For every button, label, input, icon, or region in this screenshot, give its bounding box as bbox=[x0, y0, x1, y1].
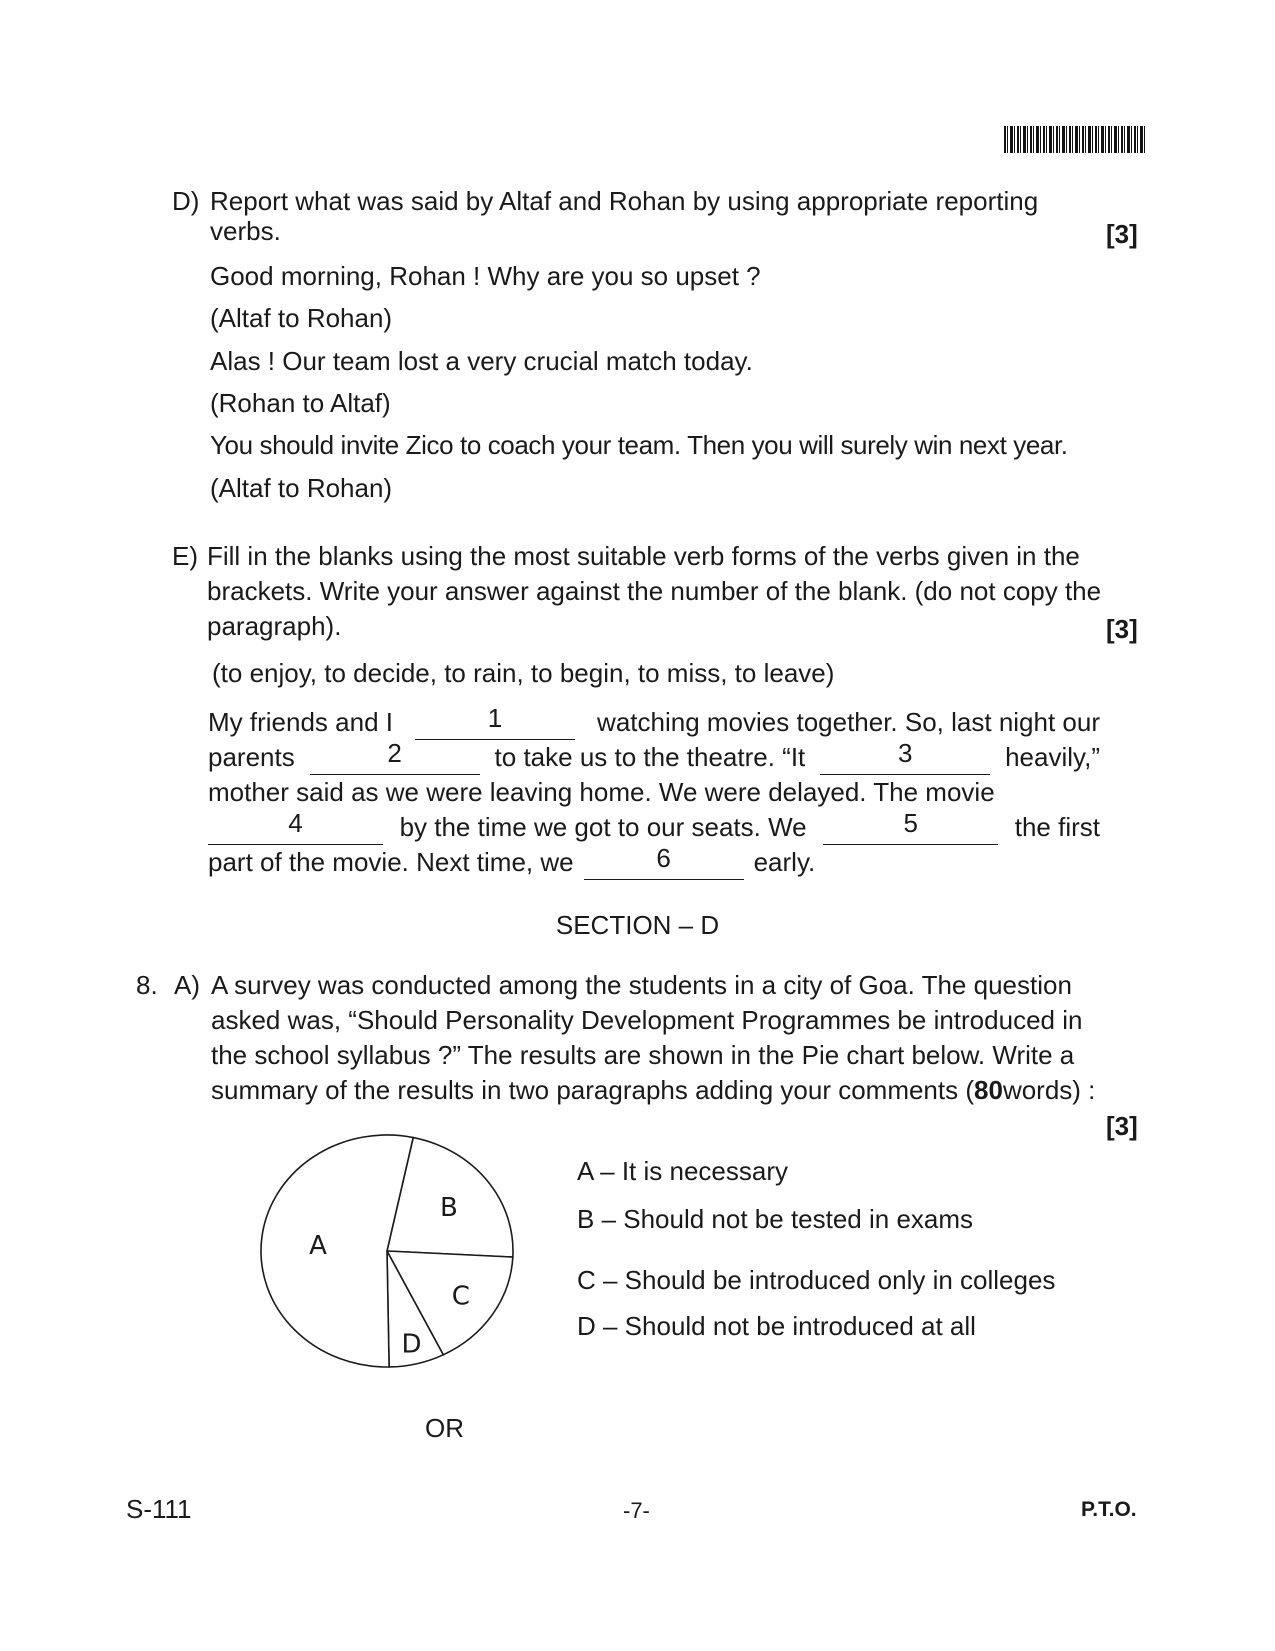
passage-text: the first bbox=[1014, 812, 1100, 842]
question-e-label: E) bbox=[172, 541, 198, 571]
passage-text: part of the movie. Next time, we bbox=[208, 847, 574, 877]
blank-4: 4 bbox=[208, 810, 383, 845]
pto-label: P.T.O. bbox=[1081, 1498, 1137, 1521]
or-separator: OR bbox=[425, 1413, 464, 1443]
prompt-text: the school syllabus ?” The results are shown in the Pie chart below. Write a bbox=[211, 1040, 1075, 1070]
passage-line-1 bbox=[208, 705, 1100, 740]
word-count: 80 bbox=[974, 1075, 1003, 1105]
pie-label-c: C bbox=[451, 1281, 470, 1312]
verb-list: (to enjoy, to decide, to rain, to begin, to miss, to leave) bbox=[212, 658, 835, 688]
prompt-line bbox=[211, 968, 1098, 1003]
pie-slices bbox=[261, 1135, 513, 1367]
passage-line-3 bbox=[208, 775, 1100, 810]
question-8-marks: [3] bbox=[1106, 1111, 1138, 1141]
passage-text: heavily,” bbox=[1005, 742, 1100, 772]
question-8-label: A) bbox=[174, 970, 200, 1000]
passage-text: My friends and I bbox=[208, 707, 393, 737]
prompt-line bbox=[211, 1073, 1098, 1108]
prompt-text: A survey was conducted among the students in a city of Goa. The question bbox=[211, 970, 1072, 1000]
question-e-prompt-line2: brackets. Write your answer against the number of the blank. (do not copy the bbox=[207, 576, 1102, 606]
legend-c: C – Should be introduced only in colleges bbox=[577, 1265, 1056, 1295]
pie-chart bbox=[245, 1125, 530, 1383]
pie-label-d: D bbox=[401, 1329, 422, 1360]
section-title: SECTION – D bbox=[555, 910, 720, 940]
passage-text: to take us to the theatre. “It bbox=[494, 742, 806, 772]
question-8-prompt bbox=[211, 968, 1098, 1108]
passage-text: parents bbox=[208, 742, 295, 772]
blank-1: 1 bbox=[415, 705, 575, 740]
question-d-marks: [3] bbox=[1106, 219, 1138, 249]
dialogue-line: Alas ! Our team lost a very crucial match today. bbox=[210, 346, 753, 376]
dialogue-speaker: (Rohan to Altaf) bbox=[210, 388, 391, 418]
blank-6: 6 bbox=[584, 845, 744, 880]
blank-5: 5 bbox=[823, 810, 998, 845]
question-e-prompt-line3: paragraph). bbox=[207, 611, 342, 641]
legend-a: A – It is necessary bbox=[577, 1156, 788, 1186]
prompt-line bbox=[211, 1038, 1098, 1073]
dialogue-speaker: (Altaf to Rohan) bbox=[210, 473, 393, 503]
fill-in-passage bbox=[208, 705, 1100, 880]
question-d-prompt-line1: Report what was said by Altaf and Rohan by using appropriate reporting bbox=[210, 186, 1039, 216]
question-e-prompt-line1: Fill in the blanks using the most suitable verb forms of the verbs given in the bbox=[207, 541, 1080, 571]
passage-line-4 bbox=[208, 810, 1100, 845]
blank-3: 3 bbox=[820, 740, 990, 775]
prompt-text: words) : bbox=[1002, 1075, 1096, 1105]
pie-label-b: B bbox=[440, 1193, 458, 1224]
dialogue-line: Good morning, Rohan ! Why are you so upset ? bbox=[210, 261, 761, 291]
prompt-text: asked was, “Should Personality Development Programmes be introduced in bbox=[211, 1005, 1083, 1035]
legend-b: B – Should not be tested in exams bbox=[577, 1204, 974, 1234]
passage-text: mother said as we were leaving home. We were delayed. The movie bbox=[208, 777, 995, 807]
prompt-text: summary of the results in two paragraphs adding your comments ( bbox=[211, 1075, 975, 1105]
prompt-line bbox=[211, 1003, 1098, 1038]
pie-label-a: A bbox=[309, 1230, 327, 1261]
question-d-label: D) bbox=[172, 186, 200, 216]
dialogue-speaker: (Altaf to Rohan) bbox=[210, 303, 393, 333]
barcode bbox=[1004, 126, 1146, 153]
question-e-marks: [3] bbox=[1106, 614, 1138, 644]
passage-text: early. bbox=[753, 847, 816, 877]
dialogue-line: You should invite Zico to coach your team. Then you will surely win next year. bbox=[210, 430, 1068, 460]
legend-d: D – Should not be introduced at all bbox=[577, 1311, 976, 1341]
paper-code: S-111 bbox=[126, 1494, 192, 1524]
question-8-number: 8. bbox=[136, 970, 158, 1000]
blank-2: 2 bbox=[310, 740, 480, 775]
passage-text: by the time we got to our seats. We bbox=[399, 812, 807, 842]
passage-text: watching movies together. So, last night our bbox=[597, 707, 1100, 737]
page-number: -7- bbox=[623, 1498, 650, 1523]
passage-line-2 bbox=[208, 740, 1100, 775]
question-d-prompt-line2: verbs. bbox=[210, 216, 281, 246]
passage-line-5 bbox=[208, 845, 1100, 880]
